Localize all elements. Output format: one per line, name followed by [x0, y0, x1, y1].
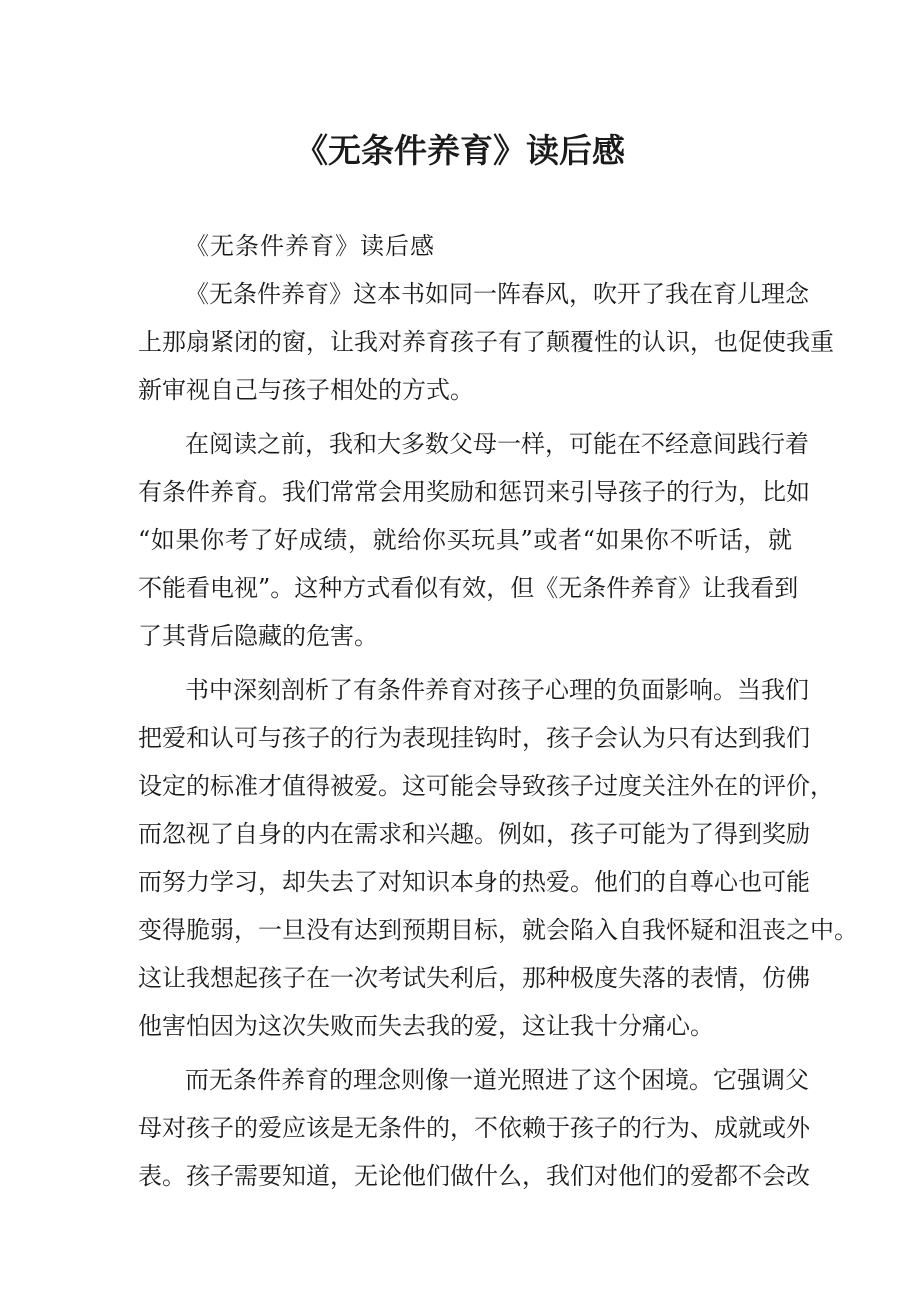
paragraph-line: 了其背后隐藏的危害。 — [138, 622, 378, 650]
paragraph-line: 而努力学习，却失去了对知识本身的热爱。他们的自尊心也可能 — [138, 868, 810, 896]
paragraph-line: 不能看电视”。这种方式看似有效，但《无条件养育》让我看到 — [138, 574, 799, 602]
paragraph-line: “如果你考了好成绩，就给你买玩具”或者“如果你不听话，就 — [138, 526, 792, 554]
paragraph-line: 把爱和认可与孩子的行为表现挂钩时，孩子会认为只有达到我们 — [138, 724, 810, 752]
paragraph-line: 而无条件养育的理念则像一道光照进了这个困境。它强调父 — [185, 1066, 809, 1094]
document-title: 《无条件养育》读后感 — [295, 131, 625, 170]
paragraph-1 — [138, 270, 834, 414]
paragraph-line: 《无条件养育》这本书如同一阵春风，吹开了我在育儿理念 — [185, 280, 809, 308]
paragraph-line: 他害怕因为这次失败而失去我的爱，这让我十分痛心。 — [138, 1012, 714, 1040]
paragraph-line: 书中深刻剖析了有条件养育对孩子心理的负面影响。当我们 — [185, 676, 809, 704]
paragraph-line: 母对孩子的爱应该是无条件的，不依赖于孩子的行为、成就或外 — [138, 1114, 810, 1142]
paragraph-line: 新审视自己与孩子相处的方式。 — [138, 376, 474, 404]
paragraph-line: 表。孩子需要知道，无论他们做什么，我们对他们的爱都不会改 — [138, 1162, 810, 1190]
paragraph-line: 变得脆弱，一旦没有达到预期目标，就会陷入自我怀疑和沮丧之中。 — [138, 916, 858, 944]
paragraph-line: 设定的标准才值得被爱。这可能会导致孩子过度关注外在的评价， — [138, 772, 834, 800]
paragraph-line: 而忽视了自身的内在需求和兴趣。例如，孩子可能为了得到奖励 — [138, 820, 810, 848]
document-subtitle: 《无条件养育》读后感 — [185, 232, 435, 260]
paragraph-2 — [138, 420, 810, 660]
paragraph-line: 在阅读之前，我和大多数父母一样，可能在不经意间践行着 — [185, 430, 809, 458]
paragraph-line: 上那扇紧闭的窗，让我对养育孩子有了颠覆性的认识，也促使我重 — [138, 328, 834, 356]
paragraph-line: 这让我想起孩子在一次考试失利后，那种极度失落的表情，仿佛 — [138, 964, 810, 992]
paragraph-line: 有条件养育。我们常常会用奖励和惩罚来引导孩子的行为，比如 — [138, 478, 810, 506]
document-body — [138, 222, 858, 1206]
paragraph-4 — [138, 1056, 810, 1200]
paragraph-3 — [138, 666, 858, 1050]
